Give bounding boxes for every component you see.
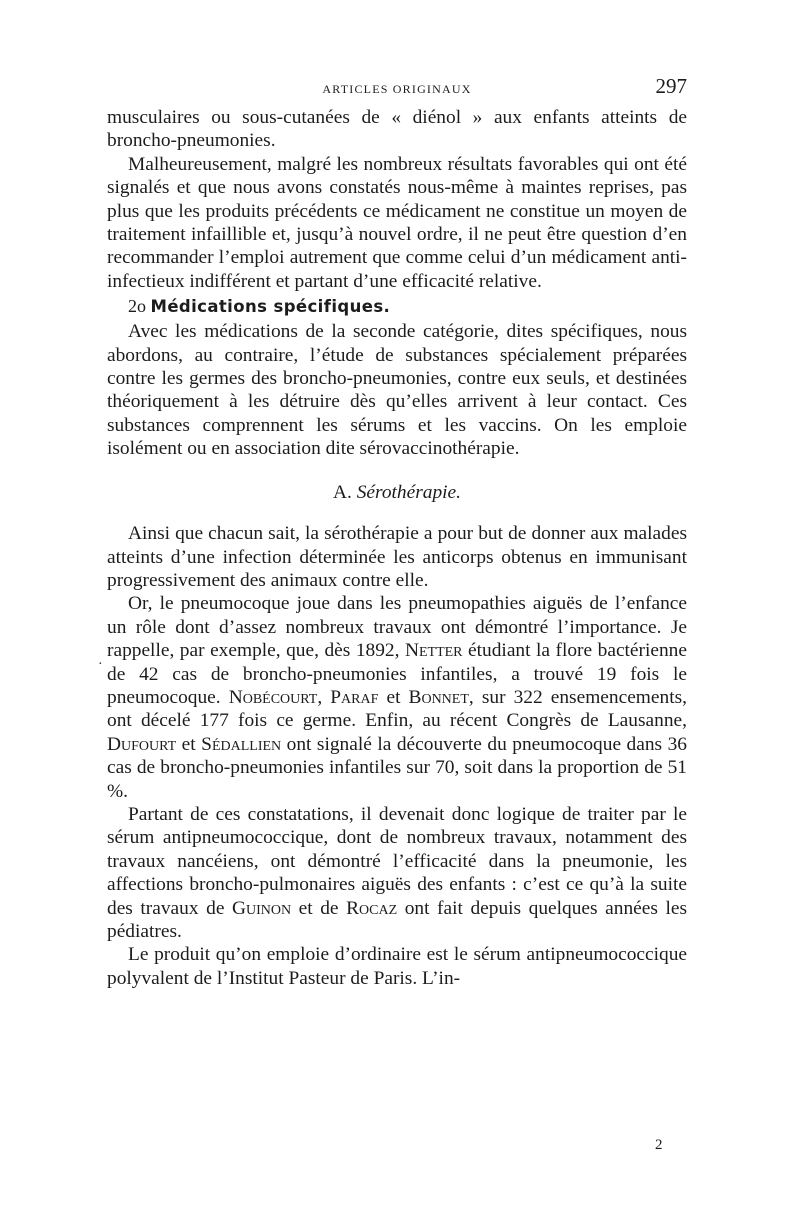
paragraph-2: Malheureusement, malgré les nombreux résultats favorables qui ont été signalés et que nous avons constatés nous-même à maintes reprises, pas plus que les produits précédents ce médicament ne constitue un moyen de traitement infaillible et, jusqu’à nouvel ordre, il ne peut être question d’en recommander l’emploi autrement que comme celui d’un médicament anti-infectieux indifférent et partant d’une efficacité relative.	[107, 153, 687, 292]
text-run: et	[176, 733, 202, 755]
text-run: et	[378, 686, 409, 708]
text-run: ont signalé la découverte du pneumocoque dans 36 cas de broncho-pneumonies infantiles sur 70, soit dans la proportion de 51 %.	[107, 733, 687, 802]
paragraph-5	[107, 592, 687, 803]
text-run: Or, le pneumocoque joue dans les pneumopathies aiguës de l’enfance un rôle dont d’assez nombreux travaux ont démontré l’importance. Je rappelle, par exemple, que, dès 1892,	[107, 593, 687, 662]
paragraph-1: musculaires ou sous-cutanées de « diénol » aux enfants atteints de broncho-pneumonies.	[107, 107, 687, 152]
author-name: Guinon	[232, 897, 292, 919]
author-name: Nobécourt	[228, 686, 318, 708]
subsection-title: Sérothérapie.	[356, 481, 461, 503]
author-name: Netter	[404, 640, 463, 662]
author-name: Bonnet	[408, 686, 469, 708]
page-header	[107, 72, 687, 106]
text-run: ont fait depuis quelques années les pédiatres.	[107, 897, 688, 942]
author-name: Sédallien	[201, 733, 282, 755]
paragraph-4: Ainsi que chacun sait, la sérothérapie a pour but de donner aux malades atteints d’une infection déterminée les anticorps obtenus en immunisant progressivement des animaux contre elle.	[107, 523, 687, 591]
page-number: 297	[655, 74, 687, 98]
subsection-heading-a	[107, 481, 687, 504]
text-run: ,	[317, 686, 331, 708]
paragraph-3: Avec les médications de la seconde catégorie, dites spécifiques, nous abordons, au contraire, l’étude de substances spécialement préparées contre les germes des broncho-pneumonies, contre eux seuls, et destinées théoriquement à les détruire dès qu’elles arrivent à leur contact. Ces substances comprennent les sérums et les vaccins. On les emploie isolément ou en association dite sérovaccinothérapie.	[107, 321, 687, 460]
paragraph-7: Le produit qu’on emploie d’ordinaire est le sérum antipneumococcique polyvalent de l’Institut Pasteur de Paris. L’in-	[107, 944, 687, 989]
margin-mark: ·	[98, 657, 103, 672]
author-name: Paraf	[330, 686, 379, 708]
subsection-letter: A.	[332, 481, 352, 503]
author-name: Dufourt	[107, 733, 177, 755]
body-text	[107, 106, 687, 990]
running-title: ARTICLES ORIGINAUX	[322, 82, 472, 96]
text-run: Partant de ces constatations, il devenait donc logique de traiter par le sérum antipneumococcique, dont de nombreux travaux, notamment des travaux nancéiens, ont démontré l’efficacité dans la pneumonie, les affections broncho-pulmonaires aiguës des enfants : c’est ce qu’à la suite des travaux de	[107, 803, 687, 919]
page	[107, 72, 687, 990]
text-run: étudiant la flore bactérienne de 42 cas de broncho-pneumonies infantiles, a trouvé 19 fois le pneumocoque.	[107, 640, 687, 708]
signature-mark: 2	[655, 1137, 663, 1153]
text-run: et de	[291, 897, 347, 919]
author-name: Rocaz	[346, 897, 398, 919]
section-number: 2o	[128, 296, 146, 317]
paragraph-6	[107, 803, 687, 943]
text-run: , sur 322 ensemencements, ont décelé 177 fois ce germe. Enfin, au récent Congrès de Lausanne,	[107, 686, 687, 732]
section-title: Médications spécifiques.	[150, 297, 391, 317]
section-heading-2	[107, 293, 687, 320]
